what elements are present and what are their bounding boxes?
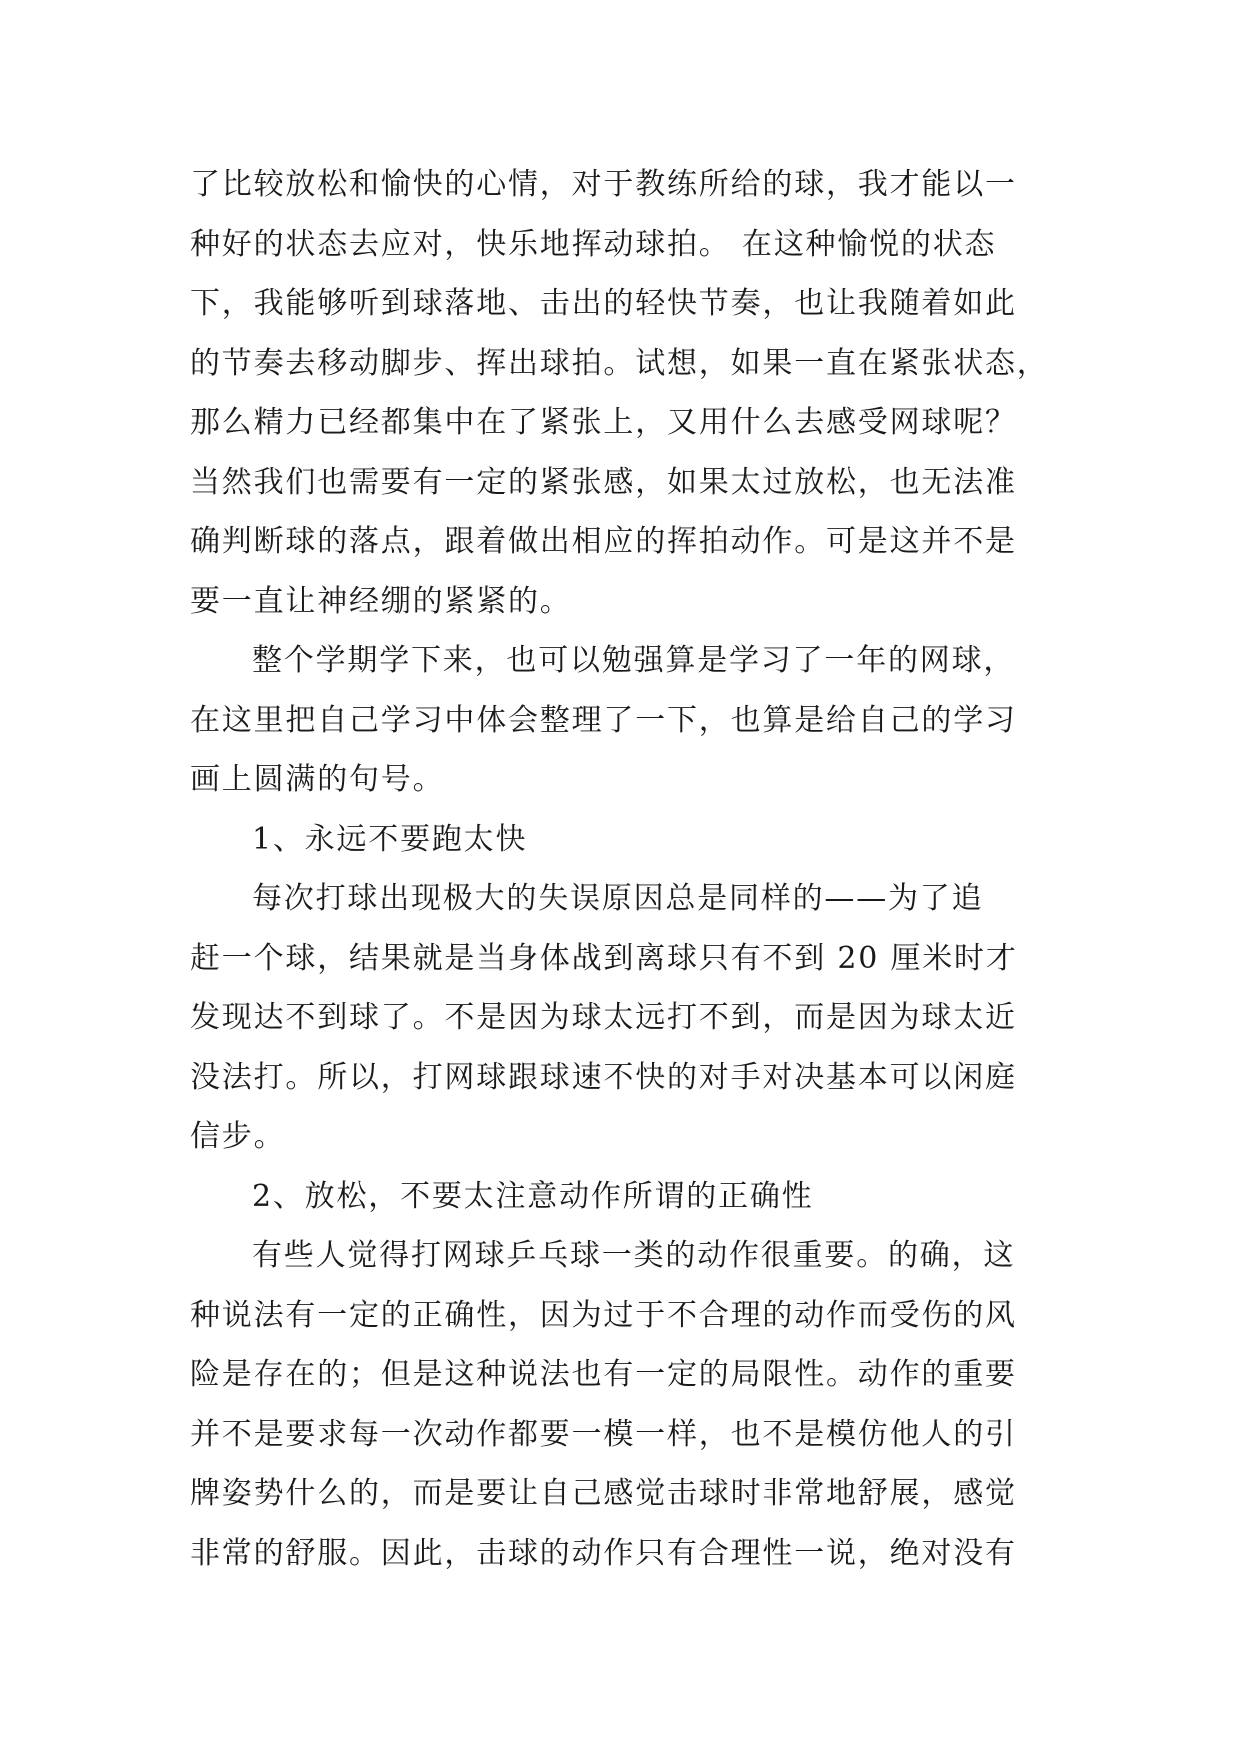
text-line: 当然我们也需要有一定的紧张感，如果太过放松，也无法准 xyxy=(190,464,1017,500)
text-line: 确判断球的落点，跟着做出相应的挥拍动作。可是这并不是 xyxy=(190,524,1017,559)
text-line: 种好的状态去应对，快乐地挥动球拍。 在这种愉悦的状态 xyxy=(190,226,997,262)
section-heading-1: 1、永远不要跑太快 xyxy=(252,821,528,857)
text-line: 了比较放松和愉快的心情，对于教练所给的球，我才能以一 xyxy=(190,167,1017,202)
text-line: 险是存在的；但是这种说法也有一定的局限性。动作的重要 xyxy=(190,1357,1017,1392)
text-line: 的节奏去移动脚步、挥出球拍。试想，如果一直在紧张状态， xyxy=(190,345,1049,381)
section-heading-2: 2、放松，不要太注意动作所谓的正确性 xyxy=(252,1178,814,1214)
text-line: 没法打。所以，打网球跟球速不快的对手对决基本可以闲庭 xyxy=(190,1059,1017,1095)
paragraph-start-line: 有些人觉得打网球乒乓球一类的动作很重要。的确，这 xyxy=(252,1238,1016,1273)
text-line: 要一直让神经绷的紧紧的。 xyxy=(190,583,572,619)
text-line: 非常的舒服。因此，击球的动作只有合理性一说，绝对没有 xyxy=(190,1535,1017,1571)
text-line: 下，我能够听到球落地、击出的轻快节奏，也让我随着如此 xyxy=(190,286,1017,321)
paragraph-start-line: 整个学期学下来，也可以勉强算是学习了一年的网球， xyxy=(252,643,1016,678)
text-line: 赶一个球，结果就是当身体战到离球只有不到 20 厘米时才 xyxy=(190,940,1018,976)
text-line: 画上圆满的句号。 xyxy=(190,762,445,797)
text-line: 种说法有一定的正确性，因为过于不合理的动作而受伤的风 xyxy=(190,1297,1017,1333)
text-line: 那么精力已经都集中在了紧张上，又用什么去感受网球呢？ xyxy=(190,405,1017,440)
text-line: 并不是要求每一次动作都要一模一样，也不是模仿他人的引 xyxy=(190,1416,1017,1452)
text-line: 牌姿势什么的，而是要让自己感觉击球时非常地舒展，感觉 xyxy=(190,1476,1017,1511)
body-text xyxy=(190,155,1070,1583)
text-line: 发现达不到球了。不是因为球太远打不到，而是因为球太近 xyxy=(190,1000,1017,1035)
paragraph-start-line: 每次打球出现极大的失误原因总是同样的——为了追 xyxy=(252,881,984,916)
text-line: 在这里把自己学习中体会整理了一下，也算是给自己的学习 xyxy=(190,702,1017,738)
text-line: 信步。 xyxy=(190,1119,286,1154)
